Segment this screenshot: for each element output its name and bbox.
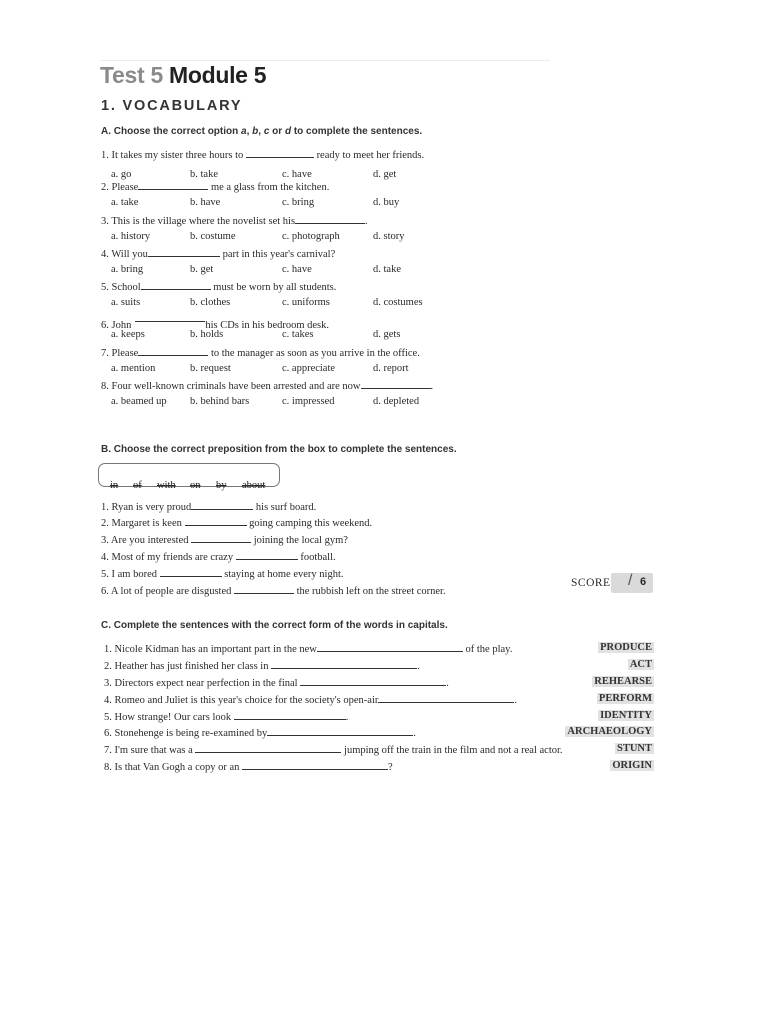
preposition-word: of <box>133 480 142 491</box>
question-a6: 6. John his CDs in his bedroom desk. <box>101 320 330 331</box>
answer-blank[interactable] <box>191 533 251 543</box>
capital-word: PRODUCE <box>600 642 652 653</box>
option-c[interactable]: c. appreciate <box>282 363 336 374</box>
option-c[interactable]: c. impressed <box>282 396 335 407</box>
part-a-instruction: A. Choose the correct option a, b, c or d to complete the sentences. <box>101 126 423 137</box>
page-title <box>100 62 266 89</box>
option-d[interactable]: d. gets <box>373 329 401 340</box>
option-a[interactable]: a. keeps <box>111 329 145 340</box>
capital-word: STUNT <box>616 743 652 754</box>
answer-blank[interactable] <box>141 280 211 290</box>
question-b2: 2. Margaret is keen going camping this weekend. <box>101 518 373 529</box>
preposition-word: with <box>157 480 176 491</box>
option-c[interactable]: c. bring <box>282 197 315 208</box>
part-b-instruction: B. Choose the correct preposition from the box to complete the sentences. <box>101 444 457 455</box>
question-a2: 2. Please me a glass from the kitchen. <box>101 182 330 193</box>
option-c[interactable]: c. uniforms <box>282 297 330 308</box>
answer-blank[interactable] <box>138 180 208 190</box>
option-a[interactable]: a. bring <box>111 264 144 275</box>
answer-blank[interactable] <box>191 500 253 510</box>
preposition-word: by <box>216 480 227 491</box>
score-slash-icon: / <box>628 572 633 589</box>
option-a[interactable]: a. go <box>111 169 132 180</box>
option-b[interactable]: b. have <box>190 197 221 208</box>
answer-blank[interactable] <box>138 346 208 356</box>
answer-blank[interactable] <box>195 743 341 753</box>
capital-word: ACT <box>629 659 652 670</box>
question-b3: 3. Are you interested joining the local gym? <box>101 535 348 546</box>
option-c[interactable]: c. photograph <box>282 231 340 242</box>
module-label: Module 5 <box>168 62 267 88</box>
capital-word: IDENTITY <box>600 710 652 721</box>
option-d[interactable]: d. story <box>373 231 405 242</box>
question-c2: 2. Heather has just finished her class in . <box>104 661 420 672</box>
option-d[interactable]: d. get <box>373 169 397 180</box>
question-b4: 4. Most of my friends are crazy football. <box>101 552 336 563</box>
question-b6: 6. A lot of people are disgusted the rubbish left on the street corner. <box>101 586 446 597</box>
option-b[interactable]: b. costume <box>190 231 236 242</box>
option-b[interactable]: b. clothes <box>190 297 231 308</box>
question-a8: 8. Four well-known criminals have been arrested and are now . <box>101 381 434 392</box>
question-a4: 4. Will you part in this year's carnival? <box>101 249 336 260</box>
preposition-word: about <box>242 480 266 491</box>
answer-blank[interactable] <box>185 516 247 526</box>
capital-word: PERFORM <box>598 693 652 704</box>
question-b1: 1. Ryan is very proud his surf board. <box>101 502 317 513</box>
option-a[interactable]: a. mention <box>111 363 156 374</box>
question-a7: 7. Please to the manager as soon as you arrive in the office. <box>101 348 420 359</box>
score-label: SCORE <box>571 577 611 589</box>
answer-blank[interactable] <box>236 550 298 560</box>
option-a[interactable]: a. take <box>111 197 139 208</box>
score-value: 6 <box>640 576 647 588</box>
option-c[interactable]: c. takes <box>282 329 314 340</box>
test-label: Test 5 <box>100 62 163 88</box>
option-b[interactable]: b. take <box>190 169 218 180</box>
question-c4: 4. Romeo and Juliet is this year's choice for the society's open-air . <box>104 695 518 706</box>
answer-blank[interactable] <box>300 676 446 686</box>
option-d[interactable]: d. take <box>373 264 401 275</box>
option-c[interactable]: c. have <box>282 264 312 275</box>
part-c-instruction: C. Complete the sentences with the correct form of the words in capitals. <box>101 620 448 631</box>
answer-blank[interactable] <box>160 567 222 577</box>
option-d[interactable]: d. costumes <box>373 297 423 308</box>
option-b[interactable]: b. get <box>190 264 214 275</box>
option-d[interactable]: d. buy <box>373 197 400 208</box>
option-b[interactable]: b. holds <box>190 329 224 340</box>
answer-blank[interactable] <box>242 760 388 770</box>
question-c3: 3. Directors expect near perfection in the final . <box>104 678 449 689</box>
preposition-word: in <box>110 480 119 491</box>
answer-blank[interactable] <box>234 584 294 594</box>
option-a[interactable]: a. beamed up <box>111 396 167 407</box>
option-a[interactable]: a. suits <box>111 297 141 308</box>
answer-blank[interactable] <box>246 148 314 158</box>
option-b[interactable]: b. behind bars <box>190 396 250 407</box>
answer-blank[interactable] <box>234 710 346 720</box>
option-b[interactable]: b. request <box>190 363 231 374</box>
preposition-word: on <box>190 480 201 491</box>
question-c5: 5. How strange! Our cars look . <box>104 712 349 723</box>
answer-blank[interactable] <box>361 379 431 389</box>
question-c1: 1. Nicole Kidman has an important part in the new of the play. <box>104 644 513 655</box>
option-d[interactable]: d. depleted <box>373 396 420 407</box>
answer-blank[interactable] <box>148 247 220 257</box>
answer-blank[interactable] <box>271 659 417 669</box>
header-rule <box>100 60 550 61</box>
answer-blank[interactable] <box>378 693 514 703</box>
capital-word: ARCHAEOLOGY <box>567 726 652 737</box>
question-a5: 5. School must be worn by all students. <box>101 282 337 293</box>
option-d[interactable]: d. report <box>373 363 409 374</box>
question-b5: 5. I am bored staying at home every night. <box>101 569 344 580</box>
capital-word: REHEARSE <box>594 676 652 687</box>
question-c6: 6. Stonehenge is being re-examined by . <box>104 728 416 739</box>
answer-blank[interactable] <box>267 726 413 736</box>
option-a[interactable]: a. history <box>111 231 151 242</box>
question-c7: 7. I'm sure that was a jumping off the train in the film and not a real actor. <box>104 745 563 756</box>
capital-word: ORIGIN <box>612 760 652 771</box>
question-a3: 3. This is the village where the novelist set his . <box>101 216 368 227</box>
question-c8: 8. Is that Van Gogh a copy or an ? <box>104 762 393 773</box>
option-c[interactable]: c. have <box>282 169 312 180</box>
answer-blank[interactable] <box>317 642 463 652</box>
section-heading: 1. VOCABULARY <box>101 98 243 114</box>
question-a1: 1. It takes my sister three hours to ready to meet her friends. <box>101 150 425 161</box>
answer-blank[interactable] <box>295 214 365 224</box>
